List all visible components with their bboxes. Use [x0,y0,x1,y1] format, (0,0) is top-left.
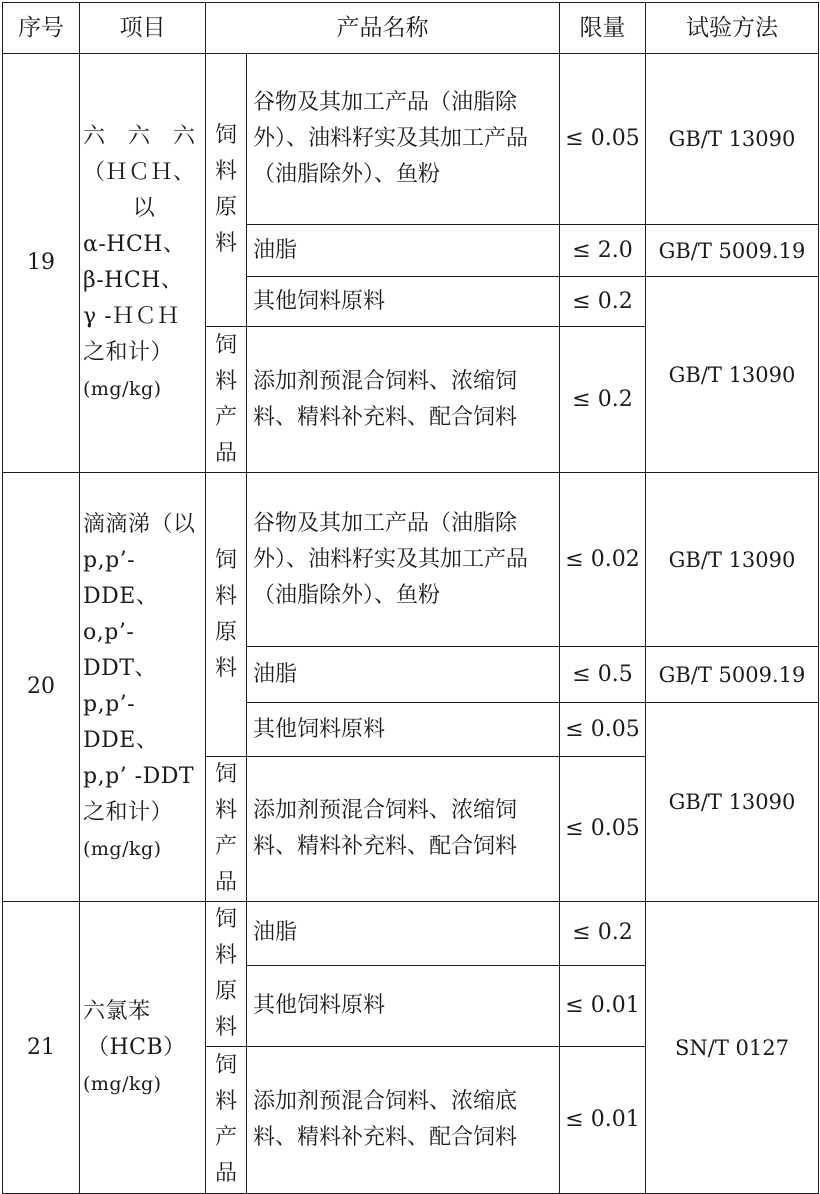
product-name: 添加剂预混合饲料、浓缩饲料、精料补充料、配合饲料 [247,757,560,902]
test-method: GB/T 13090 [646,54,819,225]
header-test-method: 试验方法 [646,3,819,54]
item-name: 六氯苯 （HCB） (mg/kg) [80,902,206,1194]
product-name: 谷物及其加工产品（油脂除外）、油料籽实及其加工产品（油脂除外）、鱼粉 [247,54,560,225]
category-feed-product: 饲 料 产 品 [206,757,247,902]
table-row [3,54,819,225]
test-method: GB/T 5009.19 [646,225,819,277]
product-name: 油脂 [247,647,560,703]
header-row [3,3,819,54]
header-limit: 限量 [560,3,646,54]
product-name: 添加剂预混合饲料、浓缩底料、精料补充料、配合饲料 [247,1047,560,1194]
item-name: 滴滴涕（以 p,p’-DDE、 o,p’-DDT、 p,p’-DDE、 p,p’ -DDT 之和计） (mg/kg) [80,473,206,902]
test-method: GB/T 13090 [646,703,819,902]
limit-value: ≤ 0.01 [560,965,646,1046]
category-feed-product: 饲 料 产 品 [206,1047,247,1194]
limit-value: ≤ 0.2 [560,327,646,473]
product-name: 其他饲料原料 [247,277,560,327]
category-feed-material: 饲 料 原 料 [206,902,247,1047]
product-name: 油脂 [247,225,560,277]
item-number: 20 [3,473,80,902]
category-feed-product: 饲 料 产 品 [206,327,247,473]
limit-value: ≤ 0.05 [560,757,646,902]
test-method: GB/T 13090 [646,473,819,647]
header-product-name: 产品名称 [206,3,560,54]
residue-limits-table [2,2,819,1194]
product-name: 油脂 [247,902,560,966]
product-name: 其他饲料原料 [247,703,560,757]
limit-value: ≤ 0.05 [560,703,646,757]
product-name: 添加剂预混合饲料、浓缩饲料、精料补充料、配合饲料 [247,327,560,473]
category-feed-material: 饲 料 原 料 [206,473,247,757]
limit-value: ≤ 0.2 [560,277,646,327]
test-method: GB/T 13090 [646,277,819,473]
product-name: 其他饲料原料 [247,965,560,1046]
item-number: 19 [3,54,80,473]
table-row [3,902,819,966]
category-feed-material: 饲 料 原 料 [206,54,247,327]
limit-value: ≤ 0.5 [560,647,646,703]
limit-value: ≤ 0.05 [560,54,646,225]
header-no: 序号 [3,3,80,54]
product-name: 谷物及其加工产品（油脂除外）、油料籽实及其加工产品（油脂除外）、鱼粉 [247,473,560,647]
item-number: 21 [3,902,80,1194]
header-item: 项目 [80,3,206,54]
limit-value: ≤ 0.2 [560,902,646,966]
limit-value: ≤ 0.02 [560,473,646,647]
limit-value: ≤ 2.0 [560,225,646,277]
test-method: SN/T 0127 [646,902,819,1194]
table-row [3,473,819,647]
item-name: 六 六 六 （ＨＣＨ、 以 α-HCH、 β-HCH、 γ -ＨＣＨ 之和计） (mg/kg) [80,54,206,473]
limit-value: ≤ 0.01 [560,1047,646,1194]
test-method: GB/T 5009.19 [646,647,819,703]
